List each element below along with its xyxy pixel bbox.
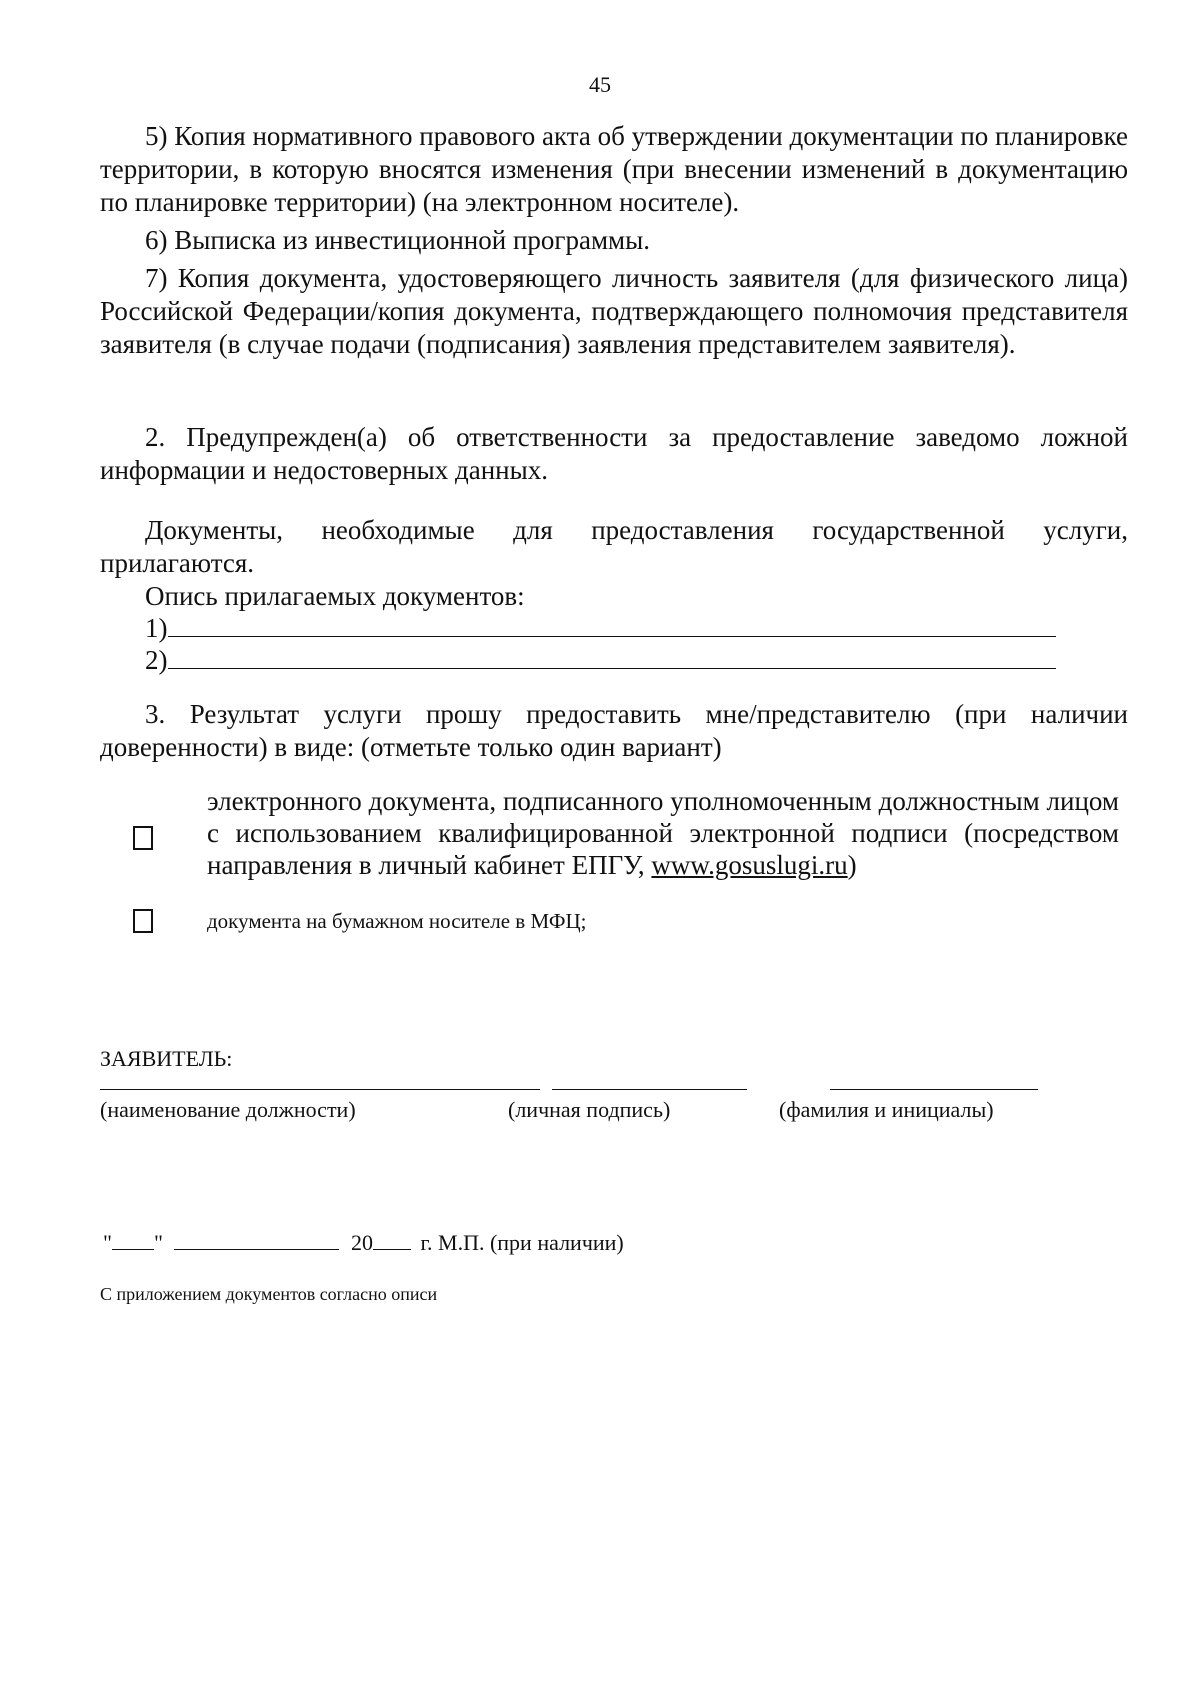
documents-attached-paragraph: Документы, необходимые для предоставления государственной услуги, прилагаются. [100,515,1128,578]
date-suffix: г. М.П. (при наличии) [420,1230,624,1255]
inventory-line-2-number: 2) [145,645,168,675]
inventory-title: Опись прилагаемых документов: [145,581,525,611]
electronic-document-option [207,785,1119,881]
section-3-paragraph: 3. Результат услуги прошу предоставить мне/представителю (при наличии доверенности) в виде: (отметьте только один вариант) [100,699,1128,762]
month-blank[interactable] [174,1249,339,1250]
section-2-paragraph: 2. Предупрежден(а) об ответственности за предоставление заведомо ложной информации и недостоверных данных. [100,422,1128,485]
paper-document-option: документа на бумажном носителе в МФЦ; [207,909,587,933]
inventory-line-1-blank[interactable] [168,636,1056,637]
electronic-document-checkbox[interactable] [133,826,153,850]
footer-note: С приложением документов согласно описи [100,1284,438,1304]
inventory-line-1-number: 1) [145,613,168,643]
inventory-line-2-blank[interactable] [168,668,1056,669]
date-quote-open: " [103,1230,112,1255]
page-number: 45 [589,72,611,97]
position-line[interactable] [100,1089,540,1090]
gosuslugi-link[interactable]: www.gosuslugi.ru [651,850,848,880]
electronic-document-option-close: ) [847,850,857,880]
item-5-paragraph: 5) Копия нормативного правового акта об утверждении документации по планировке территории, в которую вносятся изменения (при внесении изменений в документацию по планировке территории) (на электронном носителе). [100,121,1128,217]
inventory-line-2 [145,644,1056,677]
day-blank[interactable] [112,1249,154,1250]
date-line [103,1230,624,1256]
paper-document-checkbox[interactable] [133,909,153,933]
signature-caption: (личная подпись) [508,1097,671,1122]
item-6-paragraph: 6) Выписка из инвестиционной программы. [145,225,651,255]
name-caption: (фамилия и инициалы) [779,1097,994,1122]
year-blank[interactable] [373,1249,411,1250]
inventory-line-1 [145,612,1056,645]
item-7-paragraph: 7) Копия документа, удостоверяющего личность заявителя (для физического лица) Российской Федерации/копия документа, подтверждающего полномочия представителя заявителя (в случае подачи (подписания) заявления представителем заявителя). [100,263,1128,359]
name-line[interactable] [830,1089,1038,1090]
applicant-label: ЗАЯВИТЕЛЬ: [100,1046,233,1071]
signature-line[interactable] [552,1089,747,1090]
electronic-document-option-text: электронного документа, подписанного уполномоченным должностным лицом с использованием квалифицированной электронной подписи (посредством направления в личный кабинет ЕПГУ, [207,786,1119,880]
date-quote-close: " [153,1230,163,1255]
position-caption: (наименование должности) [100,1097,356,1122]
year-prefix: 20 [350,1230,373,1255]
